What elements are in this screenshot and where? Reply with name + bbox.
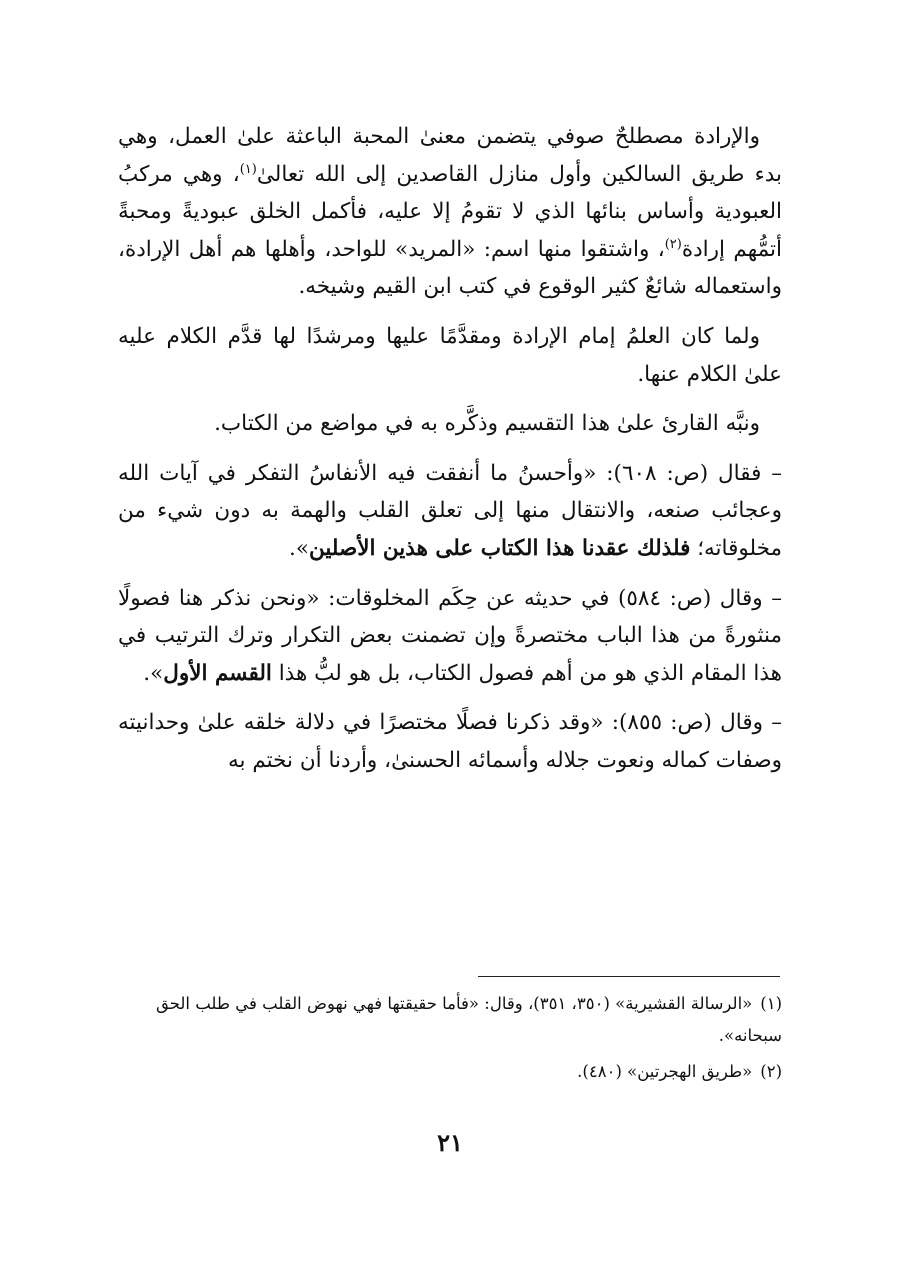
footnote-divider xyxy=(478,976,780,977)
quote-2-text: – وقال (ص: ٥٨٤) في حديثه عن حِكَم المخلوقات: «ونحن نذكر هنا فصولًا منثورةً من هذا الباب مختصرةً وإن تضمنت بعض التكرار وترك الترتيب في هذا المقام الذي هو من أهم فصول الكتاب، بل هو لبُّ هذا xyxy=(118,585,782,686)
footnote-1-text: «الرسالة القشيرية» (٣٥٠، ٣٥١)، وقال: «فأما حقيقتها فهي نهوض القلب في طلب الحق سبحانه». xyxy=(155,994,782,1045)
quote-2-bold: القسم الأول xyxy=(163,660,272,686)
footnote-2-number: (٢) xyxy=(760,1062,782,1081)
paragraph-2: ولما كان العلمُ إمام الإرادة ومقدَّمًا عليها ومرشدًا لها قدَّم الكلام عليه علىٰ الكلام عنها. xyxy=(118,323,782,387)
paragraph-3: ونبَّه القارئ علىٰ هذا التقسيم وذكَّره به في مواضع من الكتاب. xyxy=(214,411,760,437)
paragraph-1 xyxy=(118,118,782,306)
footnote-2-text: «طريق الهجرتين» (٤٨٠). xyxy=(577,1062,753,1081)
quote-2-end: ». xyxy=(143,660,164,686)
paragraph-1-text-a: والإرادة مصطلحٌ صوفي يتضمن معنىٰ المحبة الباعثة علىٰ العمل، وهي بدء طريق السالكين وأول منازل القاصدين إلى الله تعالىٰ xyxy=(118,124,782,187)
quote-1 xyxy=(118,455,782,568)
quote-1-bold: فلذلك عقدنا هذا الكتاب على هذين الأصلين xyxy=(308,535,691,561)
page-body xyxy=(118,118,782,792)
footnote-2 xyxy=(118,1056,782,1088)
quote-2 xyxy=(118,580,782,693)
footnote-1-number: (١) xyxy=(760,994,782,1013)
quote-1-text: – فقال (ص: ٦٠٨): «وأحسنُ ما أنفقت فيه الأنفاسُ التفكر في آيات الله وعجائب صنعه، والانتقال منها إلى تعلق القلب والهمة به دون شيء من مخلوقاته؛ xyxy=(118,460,783,561)
paragraph-1-text-b: ، وهي مركبُ العبودية وأساس بنائها الذي لا تقومُ إلا عليه، فأكمل الخلق عبوديةً ومحبةً أتمُّهم إرادة xyxy=(118,161,782,262)
page-number: ٢١ xyxy=(437,1128,463,1157)
footnotes xyxy=(118,988,782,1092)
paragraph-1-text-c: ، واشتقوا منها اسم: «المريد» للواحد، وأهلها هم أهل الإرادة، واستعماله شائعٌ كثير الوقوع في كتب ابن القيم وشيخه. xyxy=(118,236,782,300)
footnote-ref-1[interactable]: (١) xyxy=(239,161,257,177)
footnote-1 xyxy=(118,988,782,1052)
footnote-ref-2[interactable]: (٢) xyxy=(664,236,682,252)
quote-3: – وقال (ص: ٨٥٥): «وقد ذكرنا فصلًا مختصرًا في دلالة خلقه علىٰ وحدانيته وصفات كماله ونعوت جلاله وأسمائه الحسنىٰ، وأردنا أن نختم به xyxy=(118,710,782,773)
quote-1-end: ». xyxy=(288,535,309,561)
